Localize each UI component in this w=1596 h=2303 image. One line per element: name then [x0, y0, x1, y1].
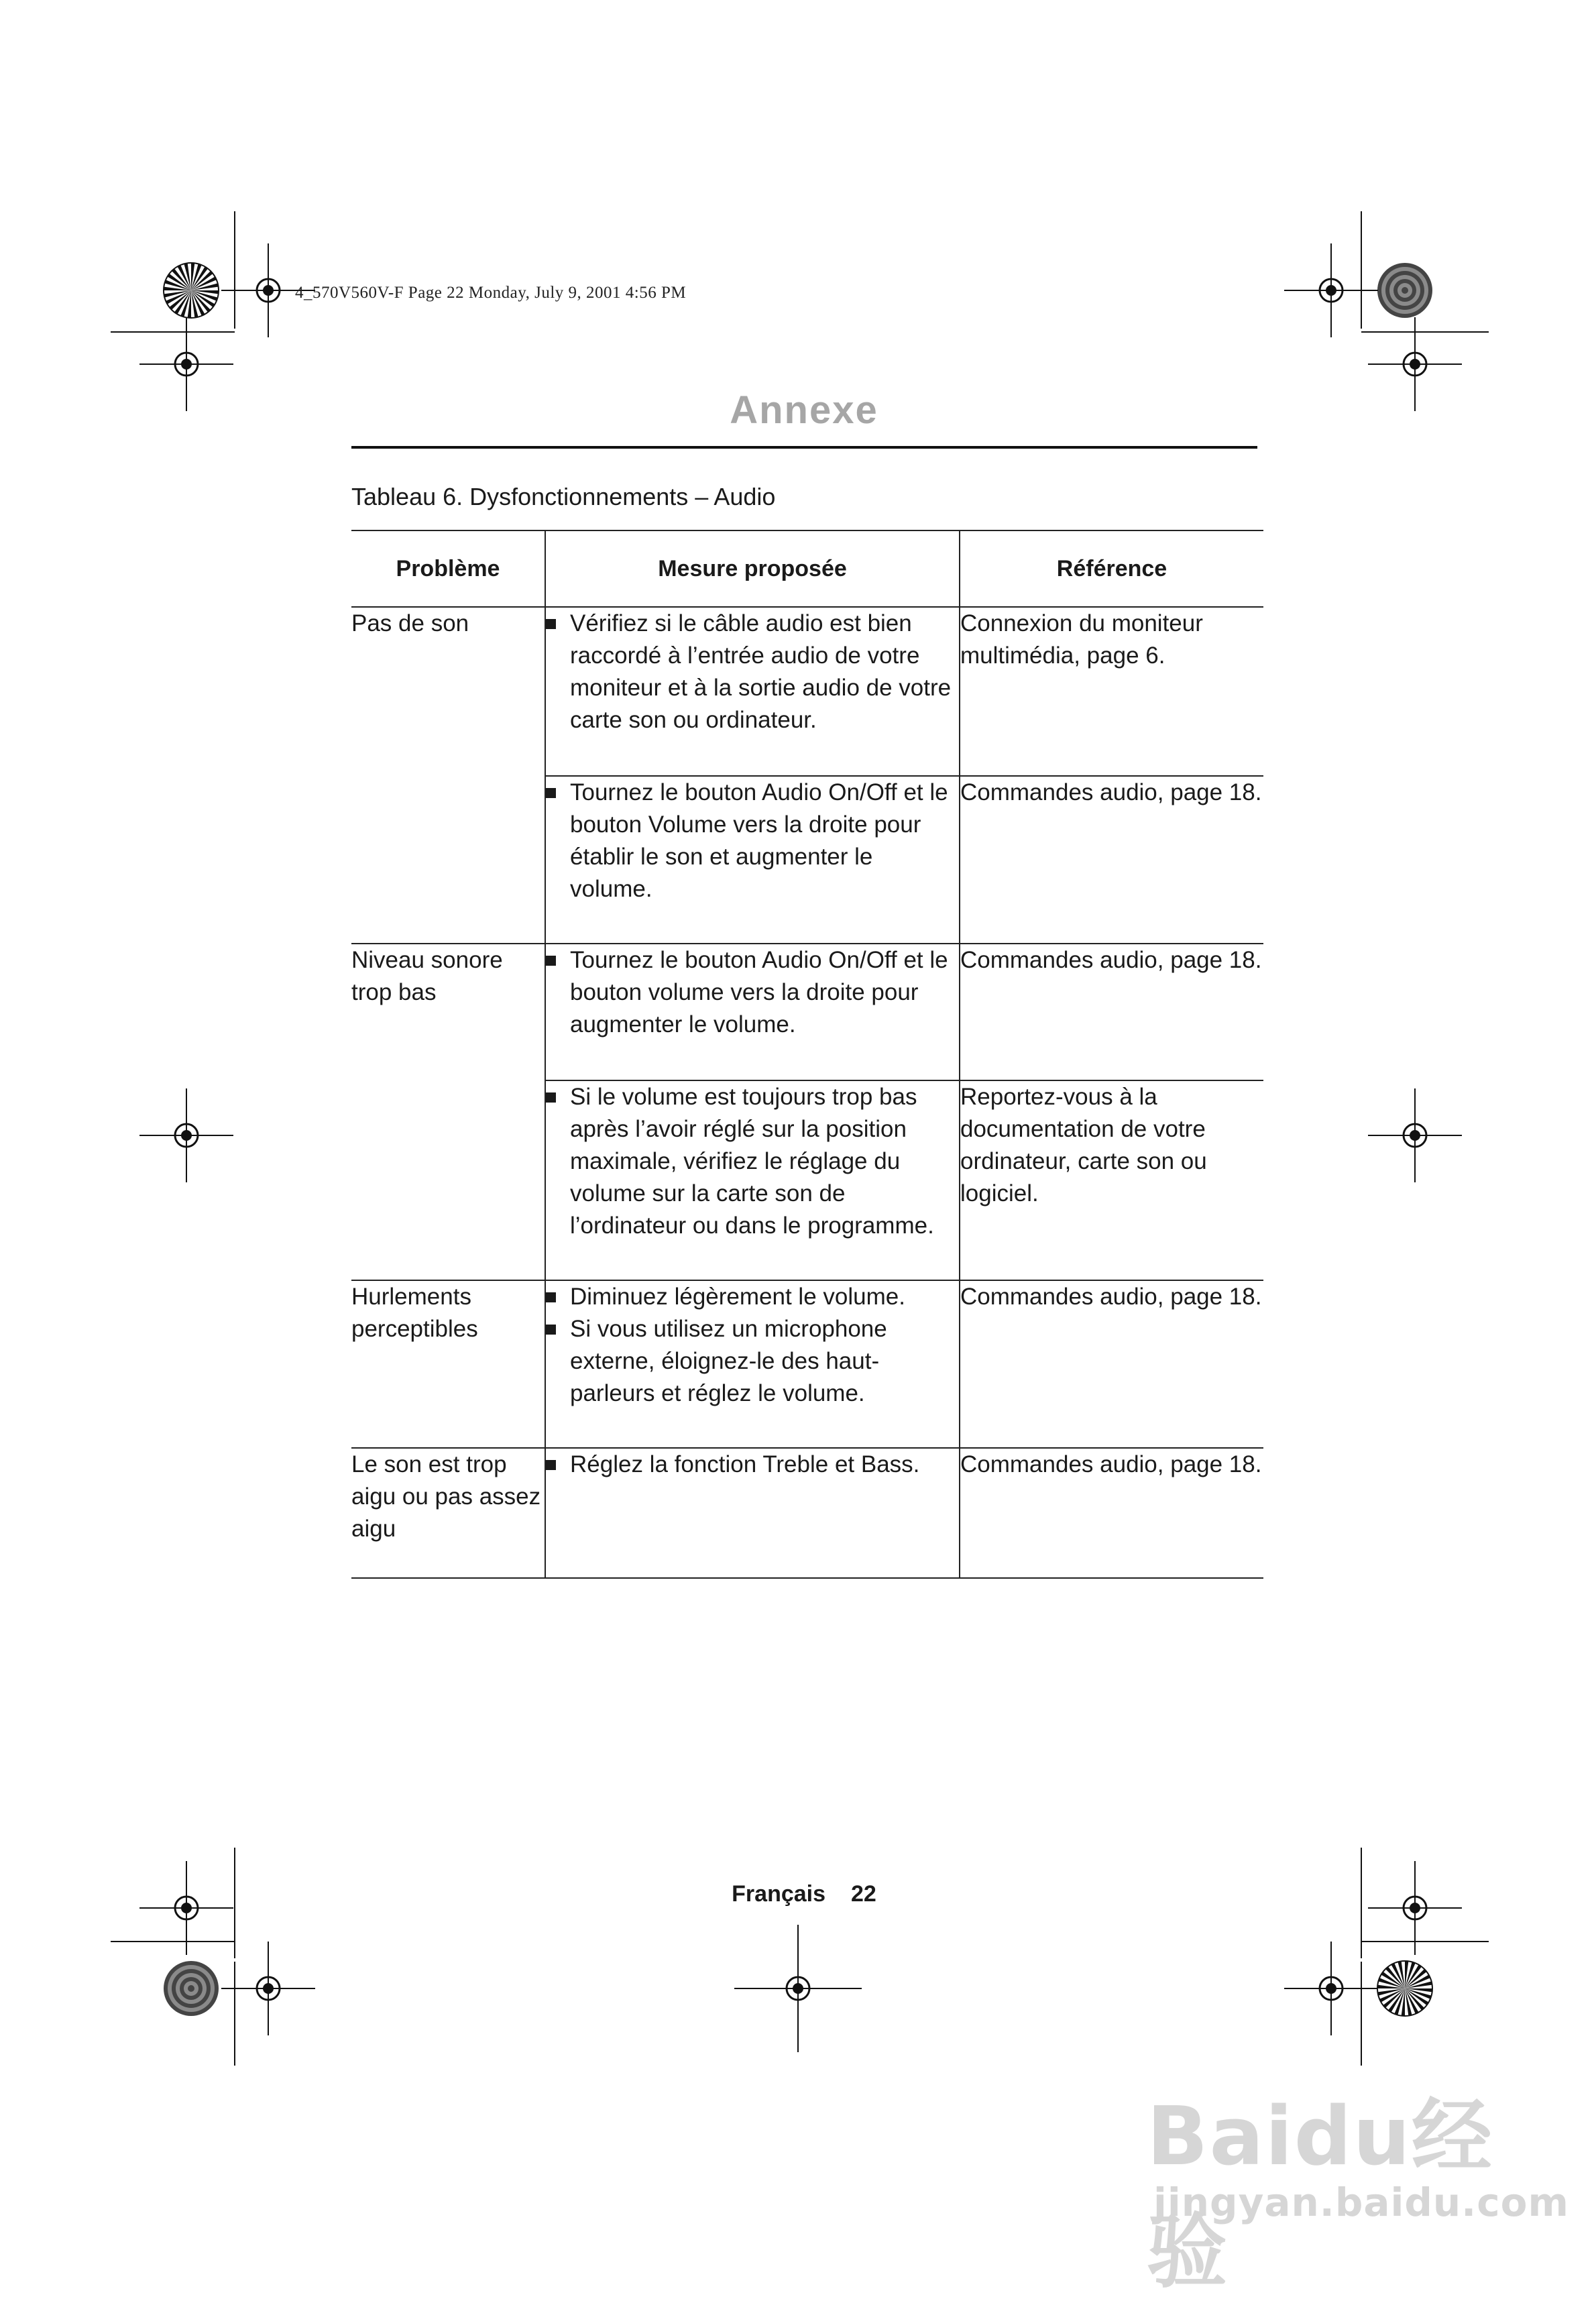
reference-cell: Commandes audio, page 18. — [960, 776, 1263, 944]
measure-item — [546, 1281, 959, 1313]
reference-cell: Reportez-vous à la documentation de votre ordinateur, carte son ou logiciel. — [960, 1080, 1263, 1280]
registration-crosshair-icon — [139, 1088, 233, 1182]
problem-cell: Le son est trop aigu ou pas assez aigu — [351, 1448, 545, 1578]
measure-text: Diminuez légèrement le volume. — [570, 1284, 905, 1310]
square-bullet-icon — [546, 1460, 556, 1470]
watermark — [1140, 2072, 1569, 2299]
measure-item — [546, 1081, 959, 1242]
starburst-mark-icon — [1377, 1961, 1432, 2016]
square-bullet-icon — [546, 619, 556, 629]
measure-text: Si vous utilisez un microphone externe, éloignez-le des haut-parleurs et réglez le volume. — [570, 1316, 887, 1406]
table-row — [351, 1080, 1263, 1280]
watermark-url: jingyan.baidu.com — [1153, 2180, 1569, 2225]
measure-cell — [545, 1080, 960, 1280]
watermark-brand: Baidu经验 — [1147, 2090, 1493, 2299]
print-slug: 4_570V560V-F Page 22 Monday, July 9, 2001 4:56 PM — [295, 284, 687, 302]
square-bullet-icon — [546, 1325, 556, 1335]
reference-cell: Commandes audio, page 18. — [960, 944, 1263, 1080]
measure-item — [546, 1313, 959, 1410]
reference-cell: Commandes audio, page 18. — [960, 1448, 1263, 1578]
table-row — [351, 776, 1263, 944]
problem-cell — [351, 776, 545, 944]
header-measure: Mesure proposée — [545, 530, 960, 607]
measure-text: Vérifiez si le câble audio est bien raccordé à l’entrée audio de votre moniteur et à la sortie audio de votre carte son ou ordinateur. — [570, 610, 952, 733]
problem-cell: Niveau sonore trop bas — [351, 944, 545, 1080]
measure-cell — [545, 944, 960, 1080]
ring-target-mark-icon — [1377, 263, 1432, 318]
footer-page-number: 22 — [851, 1881, 876, 1907]
header-reference: Référence — [960, 530, 1263, 607]
header-problem: Problème — [351, 530, 545, 607]
square-bullet-icon — [546, 1092, 556, 1103]
measure-cell — [545, 607, 960, 776]
measure-text: Réglez la fonction Treble et Bass. — [570, 1451, 920, 1477]
table-row — [351, 607, 1263, 776]
reference-cell: Connexion du moniteur multimédia, page 6. — [960, 607, 1263, 776]
table-row — [351, 944, 1263, 1080]
footer-language: Français — [732, 1881, 826, 1907]
section-title: Annexe — [730, 388, 878, 432]
measure-item — [546, 608, 959, 736]
measure-text: Si le volume est toujours trop bas après l’avoir réglé sur la position maximale, vérifiez le réglage du volume sur la carte son de l’ordinateur ou dans le programme. — [570, 1084, 934, 1239]
measure-cell — [545, 776, 960, 944]
registration-crosshair-icon — [1284, 243, 1378, 337]
measure-item — [546, 1449, 959, 1481]
registration-crosshair-icon — [734, 1925, 862, 2052]
measure-item — [546, 944, 959, 1041]
measure-text: Tournez le bouton Audio On/Off et le bouton volume vers la droite pour augmenter le volume. — [570, 947, 948, 1037]
table-row — [351, 1280, 1263, 1448]
problem-cell: Hurlements perceptibles — [351, 1280, 545, 1448]
measure-cell — [545, 1280, 960, 1448]
registration-crosshair-icon — [1368, 1088, 1462, 1182]
registration-crosshair-icon — [1284, 1942, 1378, 2035]
measure-cell — [545, 1448, 960, 1578]
ring-target-mark-icon — [164, 1961, 219, 2016]
starburst-mark-icon — [164, 263, 219, 318]
measure-text: Tournez le bouton Audio On/Off et le bouton Volume vers la droite pour établir le son et augmenter le volume. — [570, 779, 948, 902]
table-row — [351, 1448, 1263, 1578]
troubleshooting-table — [351, 530, 1263, 1579]
table-caption: Tableau 6. Dysfonctionnements – Audio — [351, 483, 776, 510]
square-bullet-icon — [546, 956, 556, 966]
page-footer — [351, 1881, 1257, 1907]
square-bullet-icon — [546, 788, 556, 798]
measure-item — [546, 777, 959, 905]
title-rule — [351, 446, 1257, 449]
problem-cell — [351, 1080, 545, 1280]
table-header-row — [351, 530, 1263, 607]
problem-cell: Pas de son — [351, 607, 545, 776]
reference-cell: Commandes audio, page 18. — [960, 1280, 1263, 1448]
square-bullet-icon — [546, 1292, 556, 1302]
